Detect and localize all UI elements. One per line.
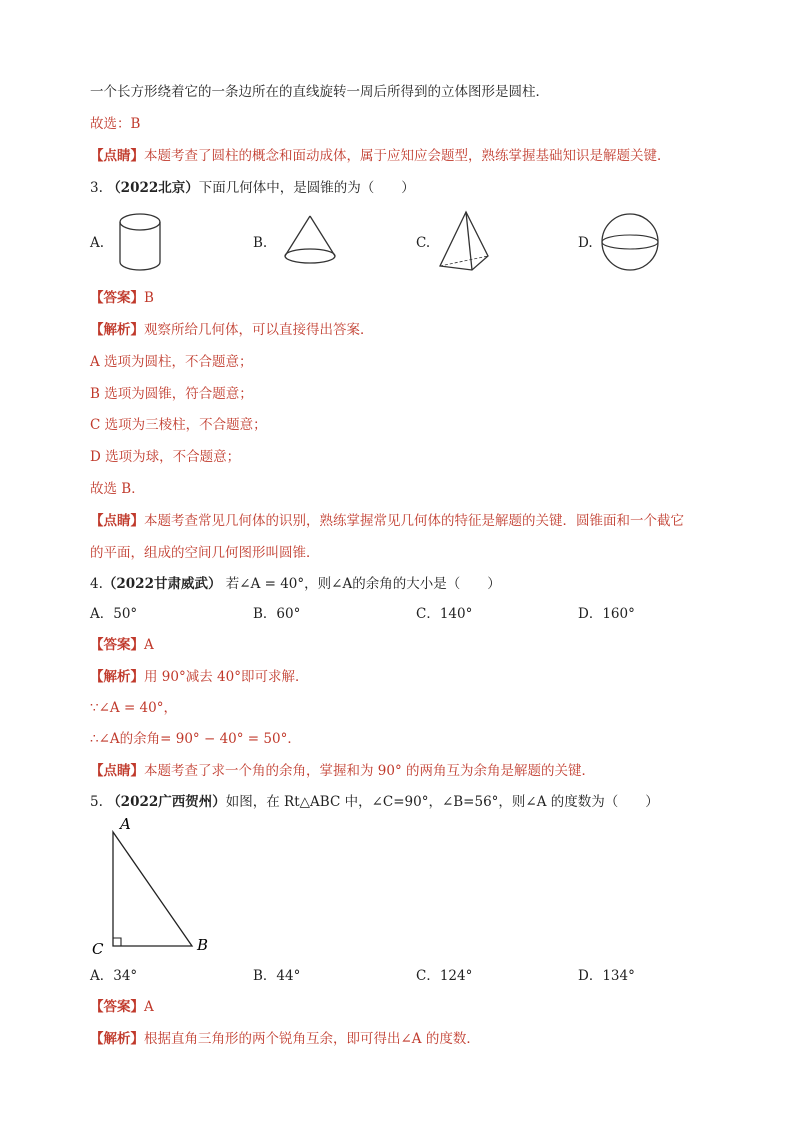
q4-therefore: ∴∠A的余角= 90° − 40° = 50°． xyxy=(90,731,301,747)
comment-tag: 【点睛】 xyxy=(90,763,144,779)
comment-tag: 【点睛】 xyxy=(90,513,144,529)
prev-solution-line: 一个长方形绕着它的一条边所在的直线旋转一周后所得到的立体图形是圆柱． xyxy=(90,84,549,100)
comment-text: 本题考查了圆柱的概念和面动成体，属于应知应会题型，熟练掌握基础知识是解题关键． xyxy=(144,148,671,164)
answer-value: A xyxy=(144,999,154,1015)
q4-option-b: B．60° xyxy=(253,606,301,622)
pyramid-figure xyxy=(436,210,494,274)
q3-choose: 故选 B． xyxy=(90,481,145,497)
sphere-figure xyxy=(600,212,662,274)
q4-stem-text: 若∠A = 40°，则∠A的余角的大小是（ ） xyxy=(225,576,501,592)
q3-analysis xyxy=(90,320,374,340)
q3-comment-1 xyxy=(90,511,684,531)
analysis-text: 用 90°减去 40°即可求解． xyxy=(144,669,309,685)
q3-c-line: C 选项为三棱柱，不合题意； xyxy=(90,417,267,433)
q3-comment-2: 的平面，组成的空间几何图形叫圆锥． xyxy=(90,545,320,561)
vertex-b-label: B xyxy=(197,936,209,954)
q3-answer xyxy=(90,288,154,308)
answer-tag: 【答案】 xyxy=(90,999,144,1015)
q4-option-c: C．140° xyxy=(416,606,473,622)
q5-option-c: C．124° xyxy=(416,968,473,984)
q5-option-a: A．34° xyxy=(90,968,138,984)
q4-answer xyxy=(90,635,154,655)
q3-option-a: A. xyxy=(90,235,105,251)
q4-analysis xyxy=(90,667,308,687)
q3-stem xyxy=(90,178,415,198)
q4-source: （2022甘肃威武） xyxy=(102,576,222,592)
q4-because: ∵∠A = 40°， xyxy=(90,700,177,716)
q5-source: （2022广西贺州） xyxy=(107,794,226,810)
cone-figure xyxy=(282,214,338,266)
q3-option-d: D. xyxy=(578,235,593,251)
q4-stem xyxy=(90,574,501,594)
answer-tag: 【答案】 xyxy=(90,637,144,653)
analysis-tag: 【解析】 xyxy=(90,322,144,338)
q5-answer xyxy=(90,997,154,1017)
q4-comment xyxy=(90,761,595,781)
comment-tag: 【点睛】 xyxy=(90,148,144,164)
analysis-text: 根据直角三角形的两个锐角互余，即可得出∠A 的度数． xyxy=(144,1031,480,1047)
cylinder-figure xyxy=(115,212,165,274)
answer-value: A xyxy=(144,637,154,653)
q3-source: （2022北京） xyxy=(107,180,199,196)
analysis-tag: 【解析】 xyxy=(90,1031,144,1047)
triangle-figure xyxy=(86,812,216,962)
q3-option-c: C. xyxy=(416,235,431,251)
analysis-text: 观察所给几何体，可以直接得出答案． xyxy=(144,322,374,338)
q5-stem-text: 如图，在 Rt△ABC 中，∠C=90°，∠B=56°，则∠A 的度数为（ ） xyxy=(225,794,659,810)
q5-stem xyxy=(90,792,659,812)
q3-stem-text: 下面几何体中，是圆锥的为（ ） xyxy=(198,180,415,196)
comment-text: 本题考查常见几何体的识别，熟练掌握常见几何体的特征是解题的关键．圆锥面和一个截它 xyxy=(144,513,684,529)
q4-number: 4. xyxy=(90,576,103,592)
vertex-a-label: A xyxy=(120,815,131,833)
q4-option-a: A．50° xyxy=(90,606,138,622)
q4-option-d: D．160° xyxy=(578,606,635,622)
answer-value: B xyxy=(144,290,154,306)
analysis-tag: 【解析】 xyxy=(90,669,144,685)
vertex-c-label: C xyxy=(92,940,104,958)
prev-choose-line: 故选：B xyxy=(90,116,141,132)
q5-option-b: B．44° xyxy=(253,968,301,984)
q5-option-d: D．134° xyxy=(578,968,635,984)
answer-tag: 【答案】 xyxy=(90,290,144,306)
q5-analysis xyxy=(90,1029,480,1049)
prev-comment xyxy=(90,146,671,166)
q3-option-b: B. xyxy=(253,235,268,251)
q3-number: 3. xyxy=(90,180,103,196)
q5-number: 5. xyxy=(90,794,103,810)
comment-text: 本题考查了求一个角的余角，掌握和为 90° 的两角互为余角是解题的关键． xyxy=(144,763,596,779)
q3-a-line: A 选项为圆柱，不合题意； xyxy=(90,354,253,370)
q3-b-line: B 选项为圆锥，符合题意； xyxy=(90,386,253,402)
q3-d-line: D 选项为球，不合题意； xyxy=(90,449,241,465)
